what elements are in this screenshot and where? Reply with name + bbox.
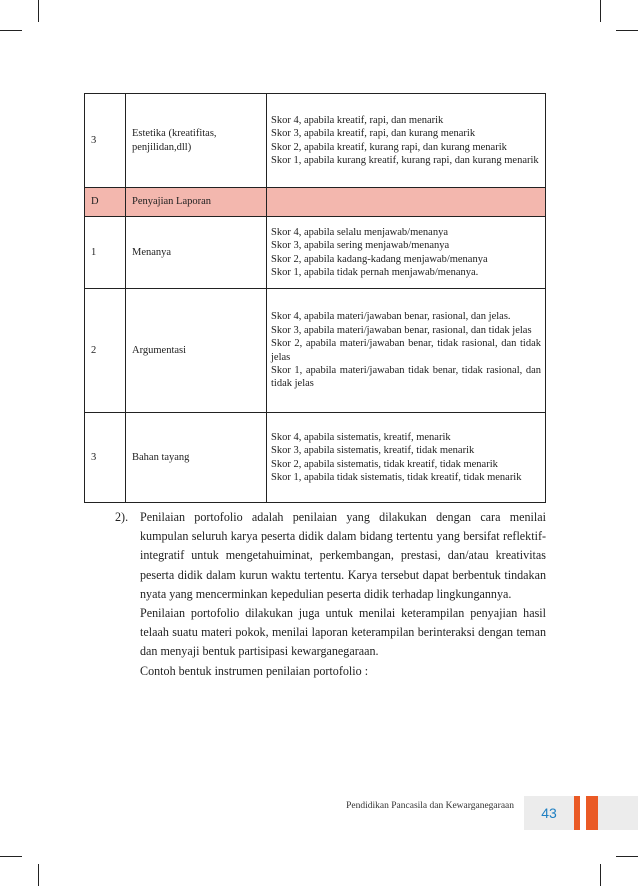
score-line: Skor 2, apabila kadang-kadang menjawab/menanya (271, 253, 488, 265)
paragraph (115, 508, 546, 604)
aspect-cell: Estetika (kreatifitas, penjilidan,dll) (126, 94, 267, 188)
crop-mark (616, 30, 638, 31)
score-line: Skor 1, apabila kurang kreatif, kurang rapi, dan kurang menarik (271, 154, 539, 166)
row-number: 3 (85, 94, 126, 188)
score-line: Skor 4, apabila selalu menjawab/menanya (271, 226, 448, 238)
aspect-cell: Argumentasi (126, 289, 267, 413)
table-row (85, 217, 546, 289)
portfolio-assessment-text (115, 508, 546, 681)
scoring-rubric-table (84, 93, 546, 503)
book-title: Pendidikan Pancasila dan Kewarganegaraan (346, 801, 514, 811)
crop-mark (0, 30, 22, 31)
aspect-cell: Bahan tayang (126, 413, 267, 503)
score-line: Skor 3, apabila kreatif, rapi, dan kurang menarik (271, 128, 476, 140)
score-line: Skor 2, apabila materi/jawaban benar, tidak rasional, dan tidak jelas (271, 338, 541, 363)
score-criteria-cell (267, 289, 546, 413)
crop-mark (616, 856, 638, 857)
score-line: Skor 3, apabila sering menjawab/menanya (271, 240, 450, 252)
row-number: 3 (85, 413, 126, 503)
row-number: 2 (85, 289, 126, 413)
section-title: Penyajian Laporan (126, 188, 267, 217)
paragraph: Contoh bentuk instrumen penilaian portofolio : (140, 663, 369, 678)
accent-bar (586, 796, 598, 830)
score-line: Skor 2, apabila kreatif, kurang rapi, dan kurang menarik (271, 141, 507, 153)
score-line: Skor 1, apabila tidak pernah menjawab/menanya. (271, 266, 479, 278)
paragraph: Penilaian portofolio dilakukan juga untuk menilai keterampilan penyajian hasil telaah suatu materi pokok, menilai laporan keterampilan berinteraksi dengan teman dan menyaji bentuk partisipasi kewarganegaraan. (140, 606, 546, 659)
page-number: 43 (524, 796, 574, 830)
table-row (85, 413, 546, 503)
paragraph-text: Penilaian portofolio adalah penilaian yang dilakukan dengan cara menilai kumpulan seluruh karya peserta didik dalam bidang tertentu yang bersifat reflektif-integratif untuk mengetahuiminat, perkembangan, prestasi, dan/atau kreativitas peserta didik dalam kurun waktu tertentu. Karya tersebut dapat berbentuk tindakan nyata yang mencerminkan kepedulian peserta didik terhadap lingkungannya. (140, 510, 546, 601)
score-line: Skor 3, apabila sistematis, kreatif, tidak menarik (271, 445, 475, 457)
crop-mark (38, 864, 39, 886)
footer-band (598, 796, 638, 830)
crop-mark (600, 0, 601, 22)
section-empty-cell (267, 188, 546, 217)
crop-mark (600, 864, 601, 886)
aspect-cell: Menanya (126, 217, 267, 289)
score-line: Skor 4, apabila sistematis, kreatif, menarik (271, 431, 451, 443)
section-code: D (85, 188, 126, 217)
table-row (85, 94, 546, 188)
score-line: Skor 1, apabila materi/jawaban tidak benar, tidak rasional, dan tidak jelas (271, 364, 541, 390)
score-line: Skor 3, apabila materi/jawaban benar, rasional, dan tidak jelas (271, 324, 532, 336)
score-line: Skor 1, apabila tidak sistematis, tidak kreatif, tidak menarik (271, 471, 522, 483)
section-header-row (85, 188, 546, 217)
row-number: 1 (85, 217, 126, 289)
score-line: Skor 4, apabila materi/jawaban benar, rasional, dan jelas. (271, 311, 511, 323)
score-criteria-cell (267, 94, 546, 188)
score-criteria-cell (267, 217, 546, 289)
score-line: Skor 2, apabila sistematis, tidak kreatif, tidak menarik (271, 458, 498, 470)
crop-mark (0, 856, 22, 857)
score-criteria-cell (267, 413, 546, 503)
table-row (85, 289, 546, 413)
crop-mark (38, 0, 39, 22)
item-number: 2). (115, 510, 129, 524)
score-line: Skor 4, apabila kreatif, rapi, dan menarik (271, 114, 444, 126)
accent-bar (574, 796, 580, 830)
